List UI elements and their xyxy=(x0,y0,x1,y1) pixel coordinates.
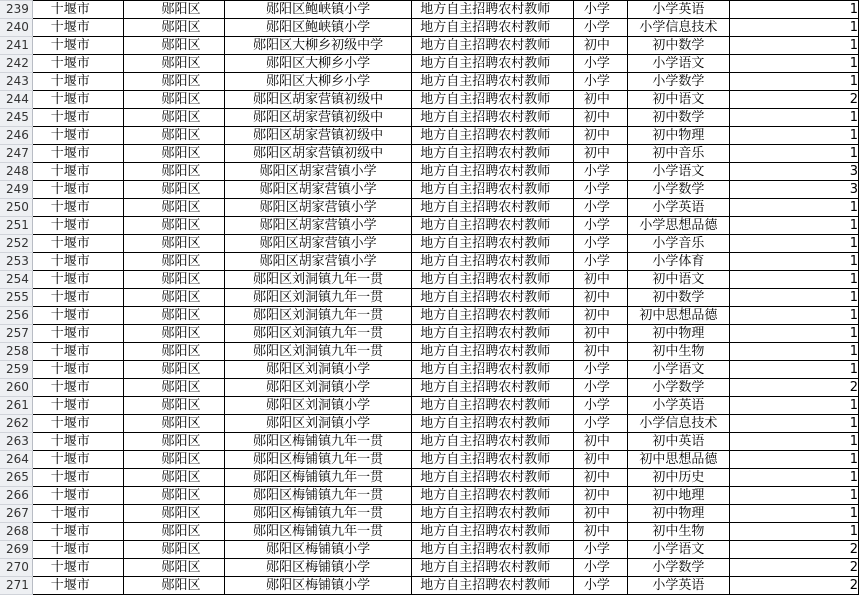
table-row xyxy=(0,217,859,235)
cell-subject[interactable]: 初中物理 xyxy=(628,127,730,145)
cell-district[interactable]: 郧阳区 xyxy=(123,181,224,199)
cell-city[interactable]: 十堰市 xyxy=(32,379,123,397)
cell-school-level[interactable]: 初中 xyxy=(573,523,627,541)
cell-count[interactable]: 1 xyxy=(729,451,858,469)
cell-count[interactable]: 2 xyxy=(729,91,858,109)
table-row xyxy=(0,199,859,217)
row-number-header[interactable]: 245 xyxy=(0,109,32,127)
row-number-header[interactable]: 267 xyxy=(0,505,32,523)
cell-city[interactable]: 十堰市 xyxy=(32,199,123,217)
table-row xyxy=(0,433,859,451)
cell-recruit-type[interactable]: 地方自主招聘农村教师 xyxy=(412,451,574,469)
cell-school[interactable]: 郧阳区刘洞镇小学 xyxy=(224,397,411,415)
cell-recruit-type[interactable]: 地方自主招聘农村教师 xyxy=(412,217,574,235)
cell-school[interactable]: 郧阳区梅铺镇九年一贯 xyxy=(224,469,411,487)
cell-district[interactable]: 郧阳区 xyxy=(123,91,224,109)
cell-recruit-type[interactable]: 地方自主招聘农村教师 xyxy=(412,469,574,487)
cell-school-level[interactable]: 小学 xyxy=(573,577,627,595)
row-number-header[interactable]: 239 xyxy=(0,1,32,19)
cell-district[interactable]: 郧阳区 xyxy=(123,37,224,55)
cell-subject[interactable]: 小学语文 xyxy=(628,541,730,559)
table-row xyxy=(0,361,859,379)
cell-school-level[interactable]: 小学 xyxy=(573,361,627,379)
cell-school-level[interactable]: 小学 xyxy=(573,19,627,37)
cell-city[interactable]: 十堰市 xyxy=(32,397,123,415)
table-row xyxy=(0,307,859,325)
cell-recruit-type[interactable]: 地方自主招聘农村教师 xyxy=(412,181,574,199)
cell-recruit-type[interactable]: 地方自主招聘农村教师 xyxy=(412,505,574,523)
cell-school[interactable]: 郧阳区胡家营镇初级中 xyxy=(224,145,411,163)
row-number-header[interactable]: 260 xyxy=(0,379,32,397)
cell-school[interactable]: 郧阳区梅铺镇九年一贯 xyxy=(224,523,411,541)
cell-school-level[interactable]: 小学 xyxy=(573,1,627,19)
cell-school-level[interactable]: 小学 xyxy=(573,199,627,217)
cell-school[interactable]: 郧阳区鲍峡镇小学 xyxy=(224,1,411,19)
cell-city[interactable]: 十堰市 xyxy=(32,415,123,433)
row-number-header[interactable]: 266 xyxy=(0,487,32,505)
cell-school-level[interactable]: 初中 xyxy=(573,433,627,451)
grid-body xyxy=(0,1,859,595)
cell-city[interactable]: 十堰市 xyxy=(32,217,123,235)
cell-city[interactable]: 十堰市 xyxy=(32,433,123,451)
cell-city[interactable]: 十堰市 xyxy=(32,541,123,559)
table-row xyxy=(0,91,859,109)
cell-subject[interactable]: 小学思想品德 xyxy=(628,217,730,235)
cell-count[interactable]: 2 xyxy=(729,577,858,595)
cell-count[interactable]: 1 xyxy=(729,505,858,523)
cell-city[interactable]: 十堰市 xyxy=(32,577,123,595)
cell-school[interactable]: 郧阳区梅铺镇小学 xyxy=(224,577,411,595)
cell-count[interactable]: 1 xyxy=(729,73,858,91)
table-row xyxy=(0,145,859,163)
cell-city[interactable]: 十堰市 xyxy=(32,235,123,253)
cell-recruit-type[interactable]: 地方自主招聘农村教师 xyxy=(412,559,574,577)
table-row xyxy=(0,37,859,55)
cell-school-level[interactable]: 初中 xyxy=(573,91,627,109)
row-number-header[interactable]: 270 xyxy=(0,559,32,577)
cell-school[interactable]: 郧阳区梅铺镇九年一贯 xyxy=(224,433,411,451)
cell-school[interactable]: 郧阳区胡家营镇初级中 xyxy=(224,127,411,145)
row-number-header[interactable]: 251 xyxy=(0,217,32,235)
cell-city[interactable]: 十堰市 xyxy=(32,271,123,289)
cell-district[interactable]: 郧阳区 xyxy=(123,73,224,91)
cell-subject[interactable]: 小学体育 xyxy=(628,253,730,271)
cell-city[interactable]: 十堰市 xyxy=(32,253,123,271)
cell-subject[interactable]: 小学英语 xyxy=(628,577,730,595)
cell-recruit-type[interactable]: 地方自主招聘农村教师 xyxy=(412,109,574,127)
cell-recruit-type[interactable]: 地方自主招聘农村教师 xyxy=(412,523,574,541)
cell-subject[interactable]: 小学英语 xyxy=(628,397,730,415)
cell-school[interactable]: 郧阳区梅铺镇小学 xyxy=(224,541,411,559)
row-number-header[interactable]: 244 xyxy=(0,91,32,109)
cell-school[interactable]: 郧阳区刘洞镇小学 xyxy=(224,415,411,433)
cell-school-level[interactable]: 小学 xyxy=(573,559,627,577)
cell-recruit-type[interactable]: 地方自主招聘农村教师 xyxy=(412,541,574,559)
cell-city[interactable]: 十堰市 xyxy=(32,361,123,379)
cell-recruit-type[interactable]: 地方自主招聘农村教师 xyxy=(412,199,574,217)
cell-count[interactable]: 1 xyxy=(729,523,858,541)
cell-recruit-type[interactable]: 地方自主招聘农村教师 xyxy=(412,127,574,145)
cell-subject[interactable]: 小学语文 xyxy=(628,55,730,73)
cell-count[interactable]: 1 xyxy=(729,1,858,19)
cell-city[interactable]: 十堰市 xyxy=(32,109,123,127)
cell-school-level[interactable]: 初中 xyxy=(573,343,627,361)
cell-school-level[interactable]: 小学 xyxy=(573,181,627,199)
cell-count[interactable]: 3 xyxy=(729,181,858,199)
cell-recruit-type[interactable]: 地方自主招聘农村教师 xyxy=(412,73,574,91)
cell-city[interactable]: 十堰市 xyxy=(32,91,123,109)
row-number-header[interactable]: 271 xyxy=(0,577,32,595)
cell-recruit-type[interactable]: 地方自主招聘农村教师 xyxy=(412,289,574,307)
cell-school-level[interactable]: 小学 xyxy=(573,217,627,235)
cell-recruit-type[interactable]: 地方自主招聘农村教师 xyxy=(412,91,574,109)
cell-city[interactable]: 十堰市 xyxy=(32,73,123,91)
cell-district[interactable]: 郧阳区 xyxy=(123,163,224,181)
cell-district[interactable]: 郧阳区 xyxy=(123,469,224,487)
cell-school-level[interactable]: 小学 xyxy=(573,397,627,415)
cell-subject[interactable]: 小学数学 xyxy=(628,73,730,91)
cell-subject[interactable]: 初中数学 xyxy=(628,289,730,307)
cell-school[interactable]: 郧阳区梅铺镇九年一贯 xyxy=(224,505,411,523)
cell-count[interactable]: 2 xyxy=(729,379,858,397)
table-row xyxy=(0,127,859,145)
cell-recruit-type[interactable]: 地方自主招聘农村教师 xyxy=(412,343,574,361)
row-number-header[interactable]: 256 xyxy=(0,307,32,325)
cell-school[interactable]: 郧阳区大柳乡小学 xyxy=(224,55,411,73)
cell-subject[interactable]: 小学英语 xyxy=(628,1,730,19)
row-number-header[interactable]: 265 xyxy=(0,469,32,487)
table-row xyxy=(0,55,859,73)
cell-city[interactable]: 十堰市 xyxy=(32,163,123,181)
cell-count[interactable]: 1 xyxy=(729,487,858,505)
cell-subject[interactable]: 初中物理 xyxy=(628,325,730,343)
cell-subject[interactable]: 初中地理 xyxy=(628,487,730,505)
cell-school-level[interactable]: 小学 xyxy=(573,163,627,181)
table-row xyxy=(0,451,859,469)
cell-school[interactable]: 郧阳区刘洞镇九年一贯 xyxy=(224,343,411,361)
cell-district[interactable]: 郧阳区 xyxy=(123,577,224,595)
cell-subject[interactable]: 初中物理 xyxy=(628,505,730,523)
cell-recruit-type[interactable]: 地方自主招聘农村教师 xyxy=(412,271,574,289)
cell-city[interactable]: 十堰市 xyxy=(32,343,123,361)
cell-subject[interactable]: 小学英语 xyxy=(628,199,730,217)
row-number-header[interactable]: 254 xyxy=(0,271,32,289)
cell-city[interactable]: 十堰市 xyxy=(32,145,123,163)
row-number-header[interactable]: 262 xyxy=(0,415,32,433)
cell-recruit-type[interactable]: 地方自主招聘农村教师 xyxy=(412,1,574,19)
table-row xyxy=(0,379,859,397)
table-row xyxy=(0,397,859,415)
cell-count[interactable]: 1 xyxy=(729,55,858,73)
cell-recruit-type[interactable]: 地方自主招聘农村教师 xyxy=(412,487,574,505)
table-row xyxy=(0,487,859,505)
cell-city[interactable]: 十堰市 xyxy=(32,487,123,505)
cell-school[interactable]: 郧阳区大柳乡小学 xyxy=(224,73,411,91)
cell-district[interactable]: 郧阳区 xyxy=(123,199,224,217)
cell-school-level[interactable]: 小学 xyxy=(573,55,627,73)
row-number-header[interactable]: 246 xyxy=(0,127,32,145)
cell-subject[interactable]: 初中数学 xyxy=(628,37,730,55)
cell-count[interactable]: 1 xyxy=(729,433,858,451)
cell-recruit-type[interactable]: 地方自主招聘农村教师 xyxy=(412,325,574,343)
cell-city[interactable]: 十堰市 xyxy=(32,289,123,307)
cell-subject[interactable]: 初中生物 xyxy=(628,523,730,541)
row-number-header[interactable]: 268 xyxy=(0,523,32,541)
table-row xyxy=(0,235,859,253)
row-number-header[interactable]: 248 xyxy=(0,163,32,181)
cell-school-level[interactable]: 初中 xyxy=(573,469,627,487)
cell-city[interactable]: 十堰市 xyxy=(32,37,123,55)
cell-subject[interactable]: 初中语文 xyxy=(628,271,730,289)
cell-count[interactable]: 1 xyxy=(729,199,858,217)
cell-city[interactable]: 十堰市 xyxy=(32,307,123,325)
row-number-header[interactable]: 258 xyxy=(0,343,32,361)
cell-city[interactable]: 十堰市 xyxy=(32,559,123,577)
cell-school[interactable]: 郧阳区胡家营镇小学 xyxy=(224,217,411,235)
row-number-header[interactable]: 264 xyxy=(0,451,32,469)
cell-subject[interactable]: 小学信息技术 xyxy=(628,415,730,433)
cell-count[interactable]: 1 xyxy=(729,217,858,235)
cell-school[interactable]: 郧阳区刘洞镇九年一贯 xyxy=(224,325,411,343)
cell-subject[interactable]: 小学语文 xyxy=(628,361,730,379)
cell-count[interactable]: 1 xyxy=(729,19,858,37)
cell-district[interactable]: 郧阳区 xyxy=(123,343,224,361)
cell-recruit-type[interactable]: 地方自主招聘农村教师 xyxy=(412,55,574,73)
cell-school-level[interactable]: 初中 xyxy=(573,505,627,523)
cell-district[interactable]: 郧阳区 xyxy=(123,541,224,559)
cell-count[interactable]: 2 xyxy=(729,541,858,559)
cell-district[interactable]: 郧阳区 xyxy=(123,19,224,37)
cell-city[interactable]: 十堰市 xyxy=(32,505,123,523)
cell-count[interactable]: 1 xyxy=(729,307,858,325)
row-number-header[interactable]: 261 xyxy=(0,397,32,415)
cell-recruit-type[interactable]: 地方自主招聘农村教师 xyxy=(412,361,574,379)
cell-recruit-type[interactable]: 地方自主招聘农村教师 xyxy=(412,577,574,595)
cell-school[interactable]: 郧阳区刘洞镇小学 xyxy=(224,379,411,397)
table-row xyxy=(0,271,859,289)
cell-subject[interactable]: 初中英语 xyxy=(628,433,730,451)
cell-school-level[interactable]: 初中 xyxy=(573,271,627,289)
cell-recruit-type[interactable]: 地方自主招聘农村教师 xyxy=(412,433,574,451)
cell-district[interactable]: 郧阳区 xyxy=(123,523,224,541)
cell-school-level[interactable]: 初中 xyxy=(573,307,627,325)
cell-count[interactable]: 3 xyxy=(729,163,858,181)
cell-school-level[interactable]: 初中 xyxy=(573,37,627,55)
cell-count[interactable]: 1 xyxy=(729,343,858,361)
cell-district[interactable]: 郧阳区 xyxy=(123,307,224,325)
cell-school-level[interactable]: 初中 xyxy=(573,127,627,145)
cell-subject[interactable]: 初中数学 xyxy=(628,109,730,127)
table-row xyxy=(0,19,859,37)
cell-district[interactable]: 郧阳区 xyxy=(123,127,224,145)
cell-school-level[interactable]: 小学 xyxy=(573,73,627,91)
cell-subject[interactable]: 初中历史 xyxy=(628,469,730,487)
cell-district[interactable]: 郧阳区 xyxy=(123,235,224,253)
table-row xyxy=(0,289,859,307)
row-number-header[interactable]: 252 xyxy=(0,235,32,253)
cell-school-level[interactable]: 初中 xyxy=(573,487,627,505)
cell-school[interactable]: 郧阳区胡家营镇小学 xyxy=(224,253,411,271)
cell-school[interactable]: 郧阳区胡家营镇初级中 xyxy=(224,109,411,127)
cell-school[interactable]: 郧阳区大柳乡初级中学 xyxy=(224,37,411,55)
cell-district[interactable]: 郧阳区 xyxy=(123,217,224,235)
cell-school-level[interactable]: 小学 xyxy=(573,379,627,397)
cell-district[interactable]: 郧阳区 xyxy=(123,451,224,469)
table-row xyxy=(0,163,859,181)
cell-school[interactable]: 郧阳区梅铺镇九年一贯 xyxy=(224,451,411,469)
cell-school-level[interactable]: 初中 xyxy=(573,109,627,127)
row-number-header[interactable]: 241 xyxy=(0,37,32,55)
cell-city[interactable]: 十堰市 xyxy=(32,523,123,541)
cell-school-level[interactable]: 小学 xyxy=(573,235,627,253)
table-row xyxy=(0,325,859,343)
cell-school[interactable]: 郧阳区胡家营镇小学 xyxy=(224,163,411,181)
cell-recruit-type[interactable]: 地方自主招聘农村教师 xyxy=(412,397,574,415)
cell-recruit-type[interactable]: 地方自主招聘农村教师 xyxy=(412,235,574,253)
cell-subject[interactable]: 小学语文 xyxy=(628,163,730,181)
cell-subject[interactable]: 初中音乐 xyxy=(628,145,730,163)
table-row xyxy=(0,523,859,541)
table-row xyxy=(0,505,859,523)
cell-recruit-type[interactable]: 地方自主招聘农村教师 xyxy=(412,253,574,271)
cell-district[interactable]: 郧阳区 xyxy=(123,505,224,523)
cell-count[interactable]: 1 xyxy=(729,397,858,415)
cell-school[interactable]: 郧阳区刘洞镇小学 xyxy=(224,361,411,379)
cell-count[interactable]: 2 xyxy=(729,559,858,577)
cell-school-level[interactable]: 初中 xyxy=(573,325,627,343)
cell-subject[interactable]: 小学数学 xyxy=(628,379,730,397)
cell-recruit-type[interactable]: 地方自主招聘农村教师 xyxy=(412,19,574,37)
cell-subject[interactable]: 初中思想品德 xyxy=(628,307,730,325)
cell-count[interactable]: 1 xyxy=(729,469,858,487)
cell-subject[interactable]: 小学数学 xyxy=(628,181,730,199)
cell-district[interactable]: 郧阳区 xyxy=(123,145,224,163)
cell-recruit-type[interactable]: 地方自主招聘农村教师 xyxy=(412,379,574,397)
cell-district[interactable]: 郧阳区 xyxy=(123,55,224,73)
cell-school[interactable]: 郧阳区刘洞镇九年一贯 xyxy=(224,307,411,325)
row-number-header[interactable]: 242 xyxy=(0,55,32,73)
cell-school[interactable]: 郧阳区胡家营镇小学 xyxy=(224,199,411,217)
cell-count[interactable]: 1 xyxy=(729,325,858,343)
cell-school-level[interactable]: 小学 xyxy=(573,415,627,433)
cell-school[interactable]: 郧阳区胡家营镇初级中 xyxy=(224,91,411,109)
row-number-header[interactable]: 257 xyxy=(0,325,32,343)
cell-city[interactable]: 十堰市 xyxy=(32,127,123,145)
table-row xyxy=(0,181,859,199)
cell-city[interactable]: 十堰市 xyxy=(32,55,123,73)
cell-count[interactable]: 1 xyxy=(729,361,858,379)
row-number-header[interactable]: 263 xyxy=(0,433,32,451)
cell-school-level[interactable]: 初中 xyxy=(573,145,627,163)
cell-school-level[interactable]: 小学 xyxy=(573,541,627,559)
cell-school[interactable]: 郧阳区胡家营镇小学 xyxy=(224,235,411,253)
table-row xyxy=(0,577,859,595)
cell-count[interactable]: 1 xyxy=(729,37,858,55)
cell-school-level[interactable]: 小学 xyxy=(573,253,627,271)
row-number-header[interactable]: 243 xyxy=(0,73,32,91)
table-row xyxy=(0,469,859,487)
row-number-header[interactable]: 253 xyxy=(0,253,32,271)
cell-recruit-type[interactable]: 地方自主招聘农村教师 xyxy=(412,145,574,163)
cell-count[interactable]: 1 xyxy=(729,235,858,253)
cell-subject[interactable]: 小学数学 xyxy=(628,559,730,577)
table-row xyxy=(0,415,859,433)
cell-district[interactable]: 郧阳区 xyxy=(123,361,224,379)
table-row xyxy=(0,541,859,559)
cell-district[interactable]: 郧阳区 xyxy=(123,109,224,127)
cell-recruit-type[interactable]: 地方自主招聘农村教师 xyxy=(412,37,574,55)
cell-district[interactable]: 郧阳区 xyxy=(123,415,224,433)
cell-district[interactable]: 郧阳区 xyxy=(123,379,224,397)
cell-district[interactable]: 郧阳区 xyxy=(123,559,224,577)
cell-count[interactable]: 1 xyxy=(729,127,858,145)
cell-city[interactable]: 十堰市 xyxy=(32,181,123,199)
row-number-header[interactable]: 259 xyxy=(0,361,32,379)
cell-district[interactable]: 郧阳区 xyxy=(123,487,224,505)
cell-school-level[interactable]: 初中 xyxy=(573,289,627,307)
cell-city[interactable]: 十堰市 xyxy=(32,1,123,19)
cell-school[interactable]: 郧阳区胡家营镇小学 xyxy=(224,181,411,199)
cell-district[interactable]: 郧阳区 xyxy=(123,1,224,19)
table-row xyxy=(0,343,859,361)
cell-recruit-type[interactable]: 地方自主招聘农村教师 xyxy=(412,307,574,325)
cell-subject[interactable]: 小学音乐 xyxy=(628,235,730,253)
cell-count[interactable]: 1 xyxy=(729,253,858,271)
cell-recruit-type[interactable]: 地方自主招聘农村教师 xyxy=(412,415,574,433)
row-number-header[interactable]: 249 xyxy=(0,181,32,199)
row-number-header[interactable]: 240 xyxy=(0,19,32,37)
row-number-header[interactable]: 269 xyxy=(0,541,32,559)
cell-subject[interactable]: 小学信息技术 xyxy=(628,19,730,37)
table-row xyxy=(0,253,859,271)
cell-district[interactable]: 郧阳区 xyxy=(123,253,224,271)
cell-district[interactable]: 郧阳区 xyxy=(123,289,224,307)
cell-subject[interactable]: 初中生物 xyxy=(628,343,730,361)
table-row xyxy=(0,1,859,19)
cell-school[interactable]: 郧阳区鲍峡镇小学 xyxy=(224,19,411,37)
row-number-header[interactable]: 255 xyxy=(0,289,32,307)
table-row xyxy=(0,109,859,127)
table-row xyxy=(0,559,859,577)
cell-district[interactable]: 郧阳区 xyxy=(123,397,224,415)
cell-count[interactable]: 1 xyxy=(729,271,858,289)
cell-count[interactable]: 1 xyxy=(729,145,858,163)
cell-city[interactable]: 十堰市 xyxy=(32,19,123,37)
cell-city[interactable]: 十堰市 xyxy=(32,451,123,469)
cell-district[interactable]: 郧阳区 xyxy=(123,325,224,343)
cell-recruit-type[interactable]: 地方自主招聘农村教师 xyxy=(412,163,574,181)
cell-school[interactable]: 郧阳区梅铺镇九年一贯 xyxy=(224,487,411,505)
row-number-header[interactable]: 247 xyxy=(0,145,32,163)
row-number-header[interactable]: 250 xyxy=(0,199,32,217)
cell-city[interactable]: 十堰市 xyxy=(32,469,123,487)
cell-school[interactable]: 郧阳区梅铺镇小学 xyxy=(224,559,411,577)
cell-city[interactable]: 十堰市 xyxy=(32,325,123,343)
cell-subject[interactable]: 初中思想品德 xyxy=(628,451,730,469)
cell-count[interactable]: 1 xyxy=(729,109,858,127)
cell-count[interactable]: 1 xyxy=(729,289,858,307)
cell-subject[interactable]: 初中语文 xyxy=(628,91,730,109)
cell-school-level[interactable]: 初中 xyxy=(573,451,627,469)
cell-school[interactable]: 郧阳区刘洞镇九年一贯 xyxy=(224,289,411,307)
table-row xyxy=(0,73,859,91)
cell-count[interactable]: 1 xyxy=(729,415,858,433)
cell-district[interactable]: 郧阳区 xyxy=(123,271,224,289)
cell-district[interactable]: 郧阳区 xyxy=(123,433,224,451)
cell-school[interactable]: 郧阳区刘洞镇九年一贯 xyxy=(224,271,411,289)
